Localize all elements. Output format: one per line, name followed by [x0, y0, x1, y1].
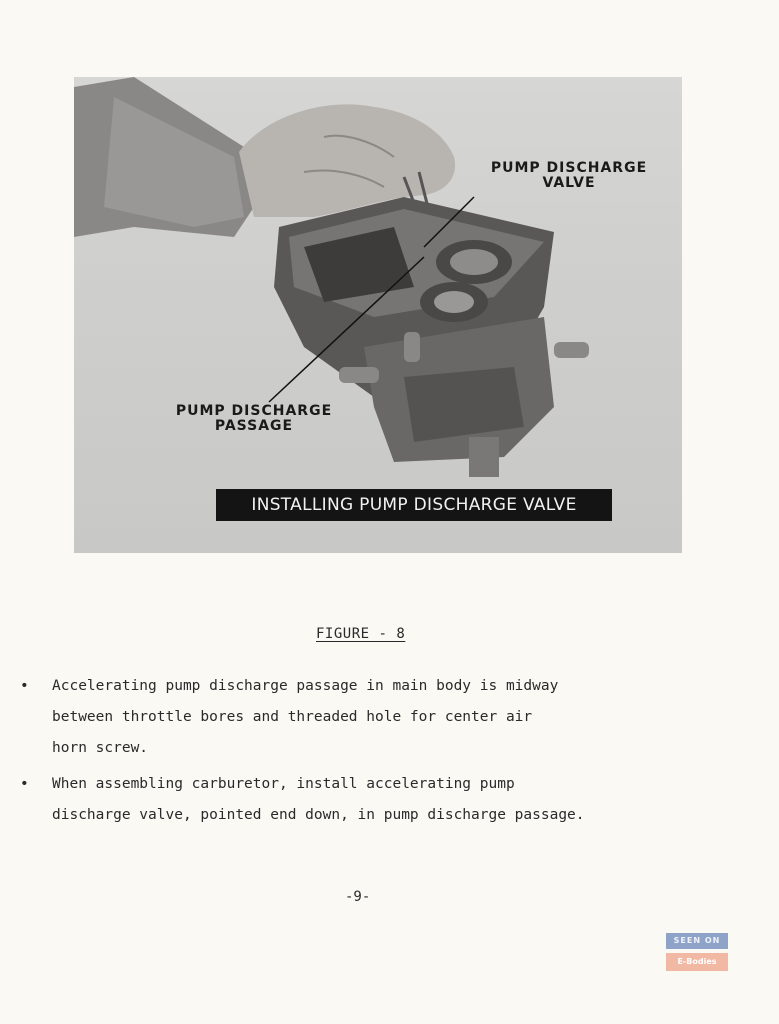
callout-pump-discharge-valve: [470, 161, 668, 191]
bullet: •: [20, 776, 29, 792]
text-line: When assembling carburetor, install accelerating pump: [52, 776, 515, 792]
bullet: •: [20, 678, 29, 694]
carburetor-photo: [74, 77, 682, 553]
callout-pump-discharge-passage: [170, 404, 338, 434]
carburetor-illustration: [74, 77, 682, 553]
text-line: horn screw.: [52, 740, 149, 756]
figure-caption: FIGURE - 8: [316, 626, 406, 642]
figure-banner: INSTALLING PUMP DISCHARGE VALVE: [216, 489, 612, 521]
paragraph-2-text: [52, 769, 732, 831]
callout-passage-line-2: PASSAGE: [214, 418, 294, 434]
watermark-bottom: E-Bodies: [666, 953, 728, 971]
watermark-top: SEEN ON: [666, 933, 728, 949]
text-line: between throttle bores and threaded hole for center air: [52, 709, 533, 725]
paragraph-1-text: [52, 671, 732, 764]
callout-valve-line-1: PUMP DISCHARGE: [490, 160, 648, 176]
watermark-logo: [666, 933, 728, 973]
callout-passage-line-1: PUMP DISCHARGE: [175, 403, 333, 419]
callout-valve-line-2: VALVE: [542, 175, 596, 191]
text-line: discharge valve, pointed end down, in pump discharge passage.: [52, 807, 585, 823]
text-line: Accelerating pump discharge passage in main body is midway: [52, 678, 559, 694]
page-number: -9-: [345, 889, 371, 905]
